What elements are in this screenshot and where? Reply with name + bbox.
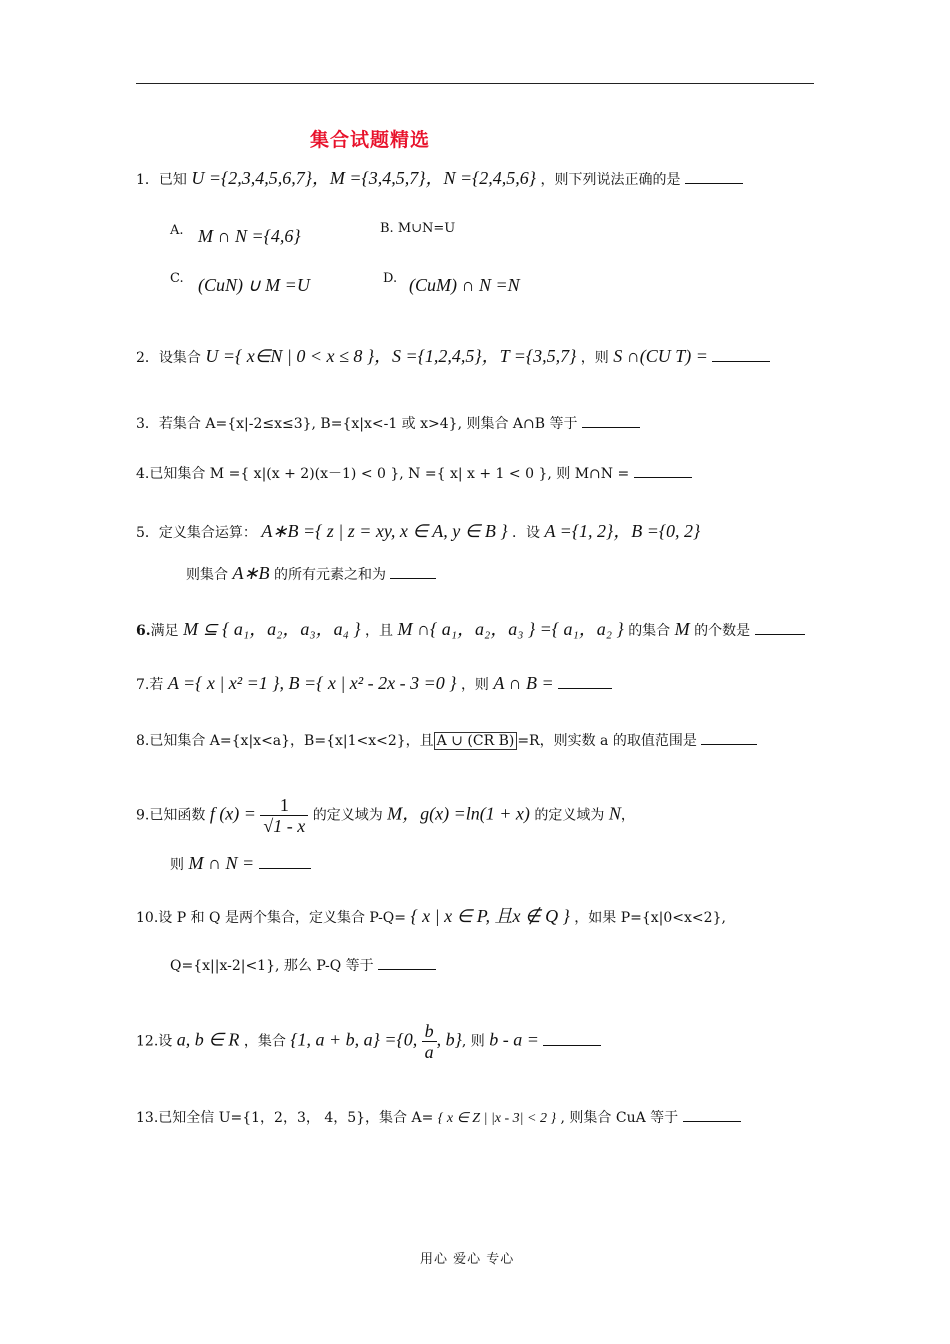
fraction: $\frac{1}{√1 - x}$	[260, 795, 308, 836]
answer-blank[interactable]	[755, 620, 805, 635]
question-10: 10.设 P 和 Q 是两个集合，定义集合 P-Q= { x | x ∈ P, 且x ∉ Q } ，如果 P={x|0<x<2},	[136, 906, 726, 926]
question-2: 2．设集合 U ={ x∈N | 0 < x ≤ 8 }，S ={1,2,4,5}，T ={3,5,7} ，则 S ∩(CU T) =	[136, 346, 770, 368]
question-12: 12.设 a, b ∈ R ，集合 {1, a + b, a} ={0, $\frac{b}{a}$ , b}, 则 b - a =	[136, 1021, 601, 1062]
answer-blank[interactable]	[259, 854, 311, 869]
question-3: 3．若集合 A={x|-2≤x≤3}, B={x|x<-1 或 x>4}, 则集合 A∩B 等于	[136, 413, 640, 434]
answer-blank[interactable]	[712, 347, 770, 362]
header-rule	[136, 83, 814, 84]
answer-blank[interactable]	[634, 463, 692, 478]
question-10-line2: Q={x||x-2|<1}, 那么 P-Q 等于	[170, 955, 436, 976]
q1-option-c-expr: (CuN) ∪ M =U	[198, 275, 310, 295]
q1-sets: U ={2,3,4,5,6,7}，M ={3,4,5,7}，N ={2,4,5,6}	[191, 168, 537, 188]
q1-prompt: ，则下列说法正确的是	[540, 172, 681, 188]
answer-blank[interactable]	[378, 955, 436, 970]
answer-blank[interactable]	[701, 730, 757, 745]
question-9: 9.已知函数 f (x) = $\frac{1}{√1 - x}$ 的定义域为 M，g(x) =ln(1 + x) 的定义域为 N，	[136, 795, 635, 836]
page-footer: 用心 爱心 专心	[420, 1252, 515, 1267]
answer-blank[interactable]	[543, 1031, 601, 1046]
q1-option-a: A.	[170, 223, 184, 238]
answer-blank[interactable]	[582, 413, 640, 428]
fraction: $\frac{b}{a}$	[422, 1021, 437, 1062]
question-1	[136, 168, 743, 190]
answer-blank[interactable]	[683, 1107, 741, 1122]
question-7: 7.若 A ={ x | x² =1 }, B ={ x | x² - 2x - 3 =0 } ，则 A ∩ B =	[136, 673, 612, 695]
q1-option-d-expr: (CuM) ∩ N =N	[409, 275, 520, 295]
answer-blank[interactable]	[685, 169, 743, 184]
q1-number: 1．已知	[136, 172, 187, 188]
question-6: 6.满足 M ⊆ { a₁，a₂，a₃，a₄ } ，且 M ∩{ a₁，a₂，a₃ } ={ a₁，a₂ } 的集合 M 的个数是	[136, 619, 805, 641]
q1-option-b: B. M∪N=U	[380, 221, 456, 236]
page-title: 集合试题精选	[310, 129, 431, 151]
question-5-line2: 则集合 A∗B 的所有元素之和为	[186, 563, 436, 585]
question-13: 13.已知全信 U={1，2，3， 4，5}，集合 A= { x ∈ Z | |x - 3| < 2 } , 则集合 CuA 等于	[136, 1107, 741, 1129]
question-9-line2: 则 M ∩ N =	[170, 853, 311, 875]
q1-option-a-expr: M ∩ N ={4,6}	[198, 226, 301, 246]
q1-option-c: C.	[170, 271, 184, 286]
question-5: 5．定义集合运算： A∗B ={ z | z = xy, x ∈ A, y ∈ B } ．设 A ={1, 2}，B ={0, 2}	[136, 521, 701, 541]
q1-option-d: D.	[383, 271, 398, 286]
question-4: 4.已知集合 M ={ x|(x + 2)(x－1) < 0 }, N ={ x| x + 1 < 0 }, 则 M∩N =	[136, 463, 692, 484]
answer-blank[interactable]	[558, 674, 612, 689]
question-8: 8.已知集合 A={x|x<a}，B={x|1<x<2}，且 A ∪ (CR B) =R，则实数 a 的取值范围是	[136, 730, 757, 751]
answer-blank[interactable]	[390, 564, 436, 579]
highlighted-expression: A ∪ (CR B)	[434, 732, 518, 750]
